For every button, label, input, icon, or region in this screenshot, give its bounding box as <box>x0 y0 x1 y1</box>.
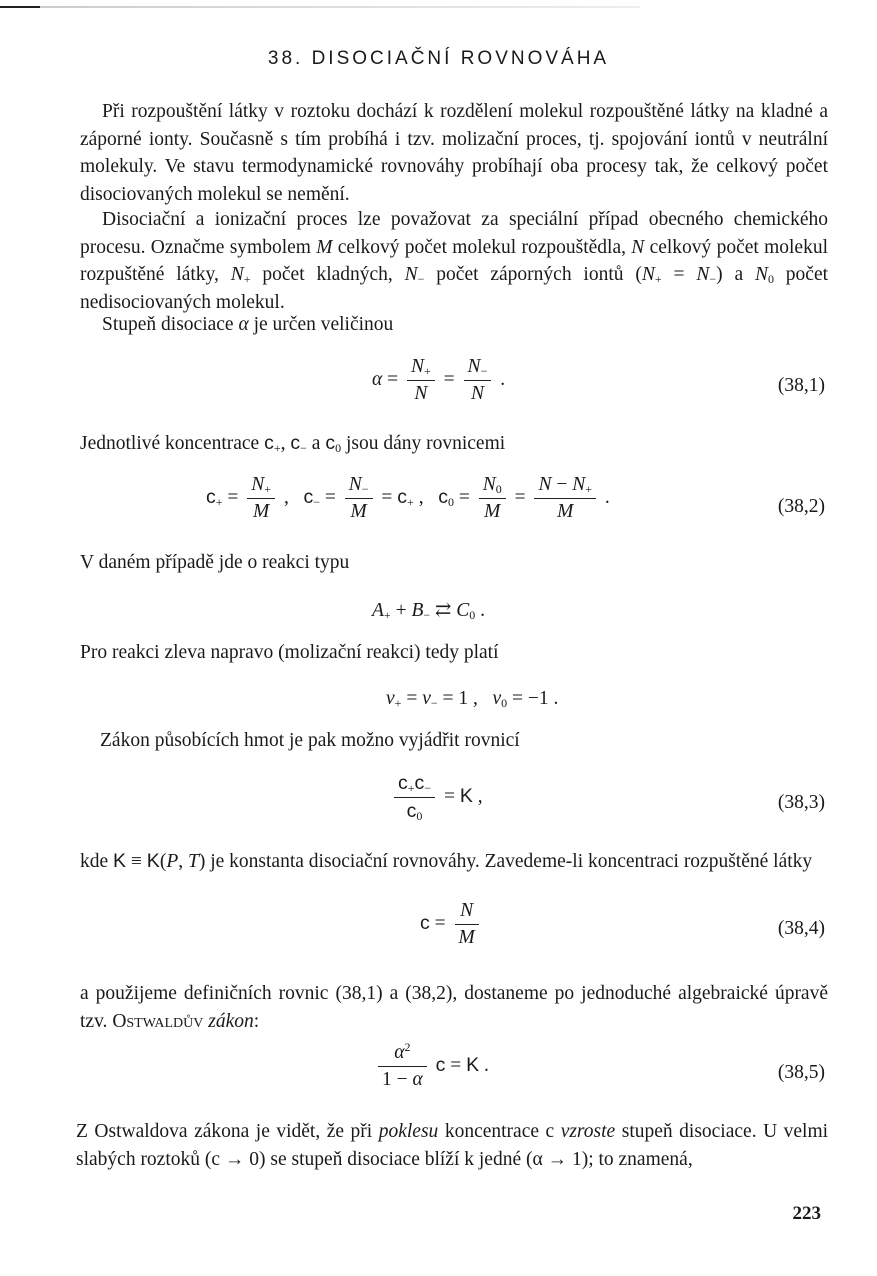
paragraph-ostwald-intro: a použijeme definičních rovnic (38,1) a (38,2), dostaneme po jednoduché algebraické úpravě tzv. Ostwaldův zákon: <box>80 983 828 1032</box>
page-number: 223 <box>792 1203 821 1224</box>
equation-stoichiometry: $\nu_+ = \nu_- = 1$ , $\nu_0 = -1$ . <box>386 688 559 710</box>
paragraph-mass-action: Zákon působících hmot je pak možno vyjádřit rovnicí <box>100 730 520 751</box>
equation-38-2: $c_+$ = $\frac{N_+}{M}$ , $c_-$ = $\frac{N_-}{M}$ = $c_+$ , $c_0$ = $\frac{N_0}{M}$ = $\frac{N - N_+}{M}$ . <box>206 474 610 522</box>
equation-number-38-5: (38,5) <box>777 1062 825 1083</box>
paragraph-reaction-type: V daném případě jde o reakci typu <box>80 552 350 573</box>
top-rule <box>0 6 640 8</box>
equation-number-38-1: (38,1) <box>777 375 825 396</box>
equation-38-1: α = $\frac{N_+}{N}$ = $\frac{N_-}{N}$ . <box>372 356 506 404</box>
paragraph-definitions: Disociační a ionizační proces lze považovat za speciální případ obecného chemického procesu. Označme symbolem M celkový počet molekul rozpouštědla, N celkový počet molekul rozpuštěné látky, $N_+$ počet kladných, $N_-$ počet záporných iontů $(N_+ = N_-)$ a $N_0$ počet nedisociovaných molekul. <box>80 209 829 313</box>
equation-38-5: $\frac{\alpha^2}{1 - \alpha}$ c = K . <box>374 1042 489 1091</box>
paragraph-equilibrium-constant: kde K ≡ K(P, T) je konstanta disociační rovnováhy. Zavedeme-li koncentraci rozpuštěné látky <box>80 850 813 872</box>
equation-38-3: $\frac{c_+c_-}{c_0}$ = K , <box>390 772 483 823</box>
paragraph-ostwald-conclusion: Z Ostwaldova zákona je vidět, že při poklesu koncentrace c vzroste stupeň disociace. U velmi slabých roztoků (c → 0) se stupeň disociace blíží k jedné (α → 1); to znamená, <box>76 1121 829 1170</box>
section-heading: 38. DISOCIAČNÍ ROVNOVÁHA <box>267 48 610 69</box>
equation-number-38-2: (38,2) <box>777 496 825 517</box>
paragraph-concentrations: Jednotlivé koncentrace $c_+$, $c_-$ a $c_0$ jsou dány rovnicemi <box>80 432 506 455</box>
equation-number-38-4: (38,4) <box>777 918 825 939</box>
paragraph-intro: Při rozpouštění látky v roztoku dochází k rozdělení molekul rozpouštěné látky na kladné a záporné ionty. Současně s tím probíhá i tzv. molizační proces, tj. spojování iontů v neutrální molekuly. Ve stavu termodynamické rovnováhy probíhají oba procesy tak, že celkový počet disociovaných molekul se nemění. <box>80 101 828 205</box>
paragraph-molization: Pro reakci zleva napravo (molizační reakci) tedy platí <box>80 642 499 663</box>
equation-38-4: c = $\frac{N}{M}$ <box>420 900 483 949</box>
paragraph-degree: Stupeň disociace α je určen veličinou <box>102 314 394 335</box>
equation-number-38-3: (38,3) <box>777 792 825 813</box>
equation-reaction: $A_+ + B_-$ ⇄ $C_0$ . <box>372 600 486 622</box>
